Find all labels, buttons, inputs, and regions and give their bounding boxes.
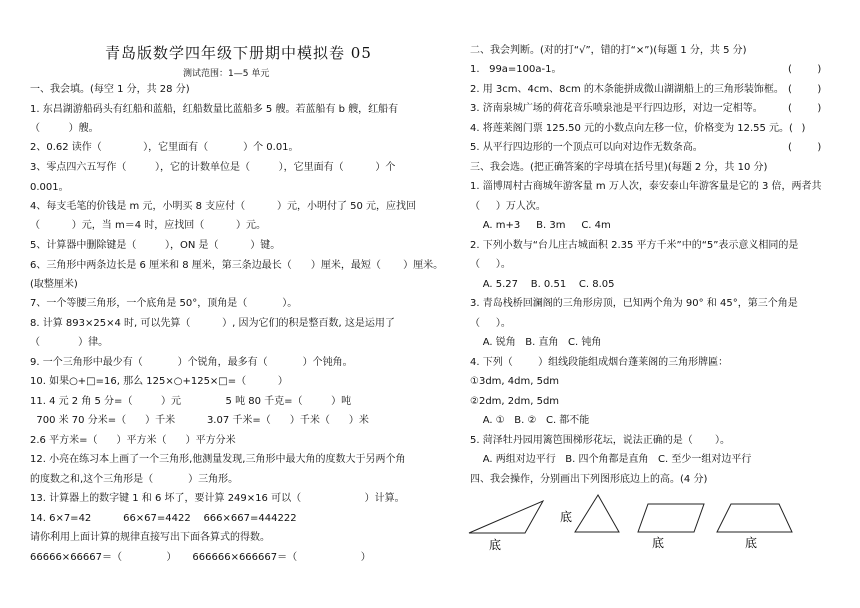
question-5: 5、计算器中删除键是（ ），ON 是（ ）键。 bbox=[30, 240, 281, 251]
choice-4-options: A. ① B. ② C. 都不能 bbox=[470, 415, 590, 426]
question-1-line-2: （ ）艘。 bbox=[30, 123, 99, 134]
question-11-line-3: 2.6 平方米=（ ）平方米（ ）平方分米 bbox=[30, 435, 236, 446]
question-4-line-1: 4、每支毛笔的价钱是 m 元，小明买 8 支应付（ ）元，小明付了 50 元，应找回 bbox=[30, 201, 417, 212]
base-label-2: 底 bbox=[560, 510, 573, 524]
question-11-line-1: 11. 4 元 2 角 5 分=（ ）元 5 吨 80 千克=（ ）吨 bbox=[30, 396, 352, 407]
question-13: 13. 计算器上的数字键 1 和 6 坏了，要计算 249×16 可以（ ）计算。 bbox=[30, 493, 405, 504]
question-14-line-2: 请你利用上面计算的规律直接写出下面各算式的得数。 bbox=[30, 532, 270, 543]
base-label-3: 底 bbox=[652, 536, 665, 550]
section-3-heading: 三、我会选。(把正确答案的字母填在括号里)(每题 2 分，共 10 分) bbox=[470, 162, 768, 173]
base-label-1: 底 bbox=[489, 538, 502, 552]
judge-5-answer-bracket[interactable]: ( ) bbox=[788, 142, 822, 153]
acute-triangle-figure[interactable] bbox=[575, 495, 619, 532]
choice-4-group-1: ①3dm, 4dm, 5dm bbox=[470, 376, 560, 387]
choice-1-line-1: 1. 淄博周村古商城年游客量 m 万人次，泰安泰山年游客量是它的 3 倍，两者共 bbox=[470, 181, 822, 192]
choice-1-line-2: （ ）万人次。 bbox=[470, 201, 546, 212]
question-2: 2、0.62 读作（ ），它里面有（ ）个 0.01。 bbox=[30, 142, 299, 153]
judge-3: 3. 济南泉城广场的荷花音乐喷泉池是平行四边形，对边一定相等。 bbox=[470, 103, 763, 114]
test-range: 测试范围：1—5 单元 bbox=[183, 69, 270, 79]
question-12-line-2: 的度数之和,这个三角形是（ ）三角形。 bbox=[30, 474, 239, 485]
question-14-line-1: 14. 6×7=42 66×67=4422 666×667=444222 bbox=[30, 513, 297, 524]
section-4-heading: 四、我会操作，分别画出下列图形底边上的高。(4 分) bbox=[470, 474, 708, 485]
judge-3-answer-bracket[interactable]: ( ) bbox=[788, 103, 822, 114]
choice-1-options: A. m+3 B. 3m C. 4m bbox=[470, 220, 611, 231]
parallelogram-figure[interactable] bbox=[638, 504, 704, 532]
section-2-heading: 二、我会判断。(对的打“√”，错的打“×”)(每题 1 分，共 5 分) bbox=[470, 45, 747, 56]
choice-4-group-2: ②2dm, 2dm, 5dm bbox=[470, 396, 560, 407]
question-8-line-2: （ ）律。 bbox=[30, 337, 109, 348]
judge-4-answer-bracket[interactable]: ) bbox=[792, 123, 806, 134]
question-8-line-1: 8. 计算 893×25×4 时, 可以先算（ ）, 因为它们的积是整百数, 这是运用了 bbox=[30, 318, 395, 329]
choice-2-line-1: 2. 下列小数与“台儿庄古城面积 2.35 平方千米”中的“5”表示意义相同的是 bbox=[470, 240, 799, 251]
choice-3-line-1: 3. 青岛栈桥回澜阁的三角形房顶，已知两个角为 90° 和 45°，第三个角是 bbox=[470, 298, 798, 309]
judge-5: 5. 从平行四边形的一个顶点可以向对边作无数条高。 bbox=[470, 142, 703, 153]
page-title: 青岛版数学四年级下册期中模拟卷 05 bbox=[105, 44, 372, 62]
obtuse-triangle-figure[interactable] bbox=[469, 501, 543, 533]
judge-4: 4. 将莲莱阁门票 125.50 元的小数点向左移一位，价格变为 12.55 元。( bbox=[470, 123, 793, 134]
question-6-line-2: (取整厘米) bbox=[30, 279, 78, 290]
choice-4-line-1: 4. 下列（ ）组线段能组成烟台蓬莱阁的三角形牌匾： bbox=[470, 357, 729, 368]
question-6-line-1: 6、三角形中两条边长是 6 厘米和 8 厘米，第三条边最长（ ）厘米，最短（ ）厘米。 bbox=[30, 260, 444, 271]
choice-5-line-1: 5. 菏泽牡丹园用篱笆围梯形花坛，说法正确的是（ ）。 bbox=[470, 435, 730, 446]
judge-1-answer-bracket[interactable]: ( ) bbox=[788, 64, 822, 75]
question-3-line-1: 3、零点四六五写作（ ），它的计数单位是（ ），它里面有（ ）个 bbox=[30, 162, 396, 173]
question-10: 10. 如果○+□=16, 那么 125×○+125×□=（ ） bbox=[30, 376, 288, 387]
choice-5-options: A. 两组对边平行 B. 四个角都是直角 C. 至少一组对边平行 bbox=[470, 454, 752, 465]
choice-2-line-2: （ ）。 bbox=[470, 259, 511, 270]
judge-1: 1. 99a=100a-1。 bbox=[470, 64, 562, 75]
judge-2: 2. 用 3cm、4cm、8cm 的木条能拼成微山湖湖船上的三角形装饰框。 bbox=[470, 84, 784, 95]
judge-2-answer-bracket[interactable]: ( ) bbox=[788, 84, 822, 95]
question-11-line-2: 700 米 70 分米=（ ）千米 3.07 千米=（ ）千米（ ）米 bbox=[30, 415, 369, 426]
section-1-heading: 一、我会填。(每空 1 分，共 28 分) bbox=[30, 84, 190, 95]
question-14-line-3: 66666×66667＝（ ） 666666×666667＝（ ） bbox=[30, 552, 371, 563]
question-7: 7、一个等腰三角形，一个底角是 50°，顶角是（ ）。 bbox=[30, 298, 298, 309]
base-label-4: 底 bbox=[745, 536, 758, 550]
trapezoid-figure[interactable] bbox=[717, 504, 792, 532]
question-9: 9. 一个三角形中最少有（ ）个锐角，最多有（ ）个钝角。 bbox=[30, 357, 353, 368]
question-1-line-1: 1. 东昌湖游船码头有红船和蓝船，红船数量比蓝船多 5 艘。若蓝船有 b 艘，红船有 bbox=[30, 104, 399, 115]
choice-3-line-2: （ ）。 bbox=[470, 318, 511, 329]
question-12-line-1: 12. 小亮在练习本上画了一个三角形,他测量发现,三角形中最大角的度数大于另两个角 bbox=[30, 454, 406, 465]
question-3-line-2: 0.001。 bbox=[30, 182, 69, 193]
question-4-line-2: （ ）元，当 m＝4 时，应找回（ ）元。 bbox=[30, 220, 267, 231]
choice-2-options: A. 5.27 B. 0.51 C. 8.05 bbox=[470, 279, 615, 290]
choice-3-options: A. 锐角 B. 直角 C. 钝角 bbox=[470, 337, 602, 348]
